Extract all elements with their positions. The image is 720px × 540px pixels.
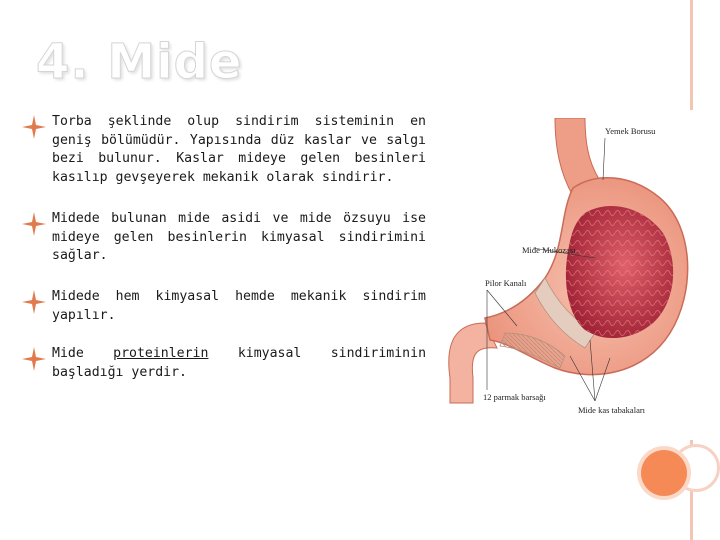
bullet-text bbox=[52, 345, 426, 382]
label-pylorus: Pilor Kanalı bbox=[485, 278, 527, 288]
star-bullet-icon bbox=[22, 212, 46, 236]
bullet-text: Torba şeklinde olup sindirim sisteminin en geniş bölümüdür. Yapısında düz kaslar ve salgı bezi bulunur. Kaslar mideye gelen besinleri kasılıp gevşeyerek mekanik olarak sindirir. bbox=[52, 114, 426, 185]
star-bullet-icon bbox=[22, 347, 46, 371]
star-bullet-icon bbox=[22, 115, 46, 139]
stomach-diagram bbox=[445, 118, 700, 418]
bullet-text-pre: Mide bbox=[52, 346, 114, 361]
label-duodenum: 12 parmak barsağı bbox=[483, 392, 546, 402]
bullet-text: Midede bulunan mide asidi ve mide özsuyu ise mideye gelen besinlerin kimyasal sindirimini sağlar. bbox=[52, 211, 426, 263]
bullet-text: Midede hem kimyasal hemde mekanik sindirim yapılır. bbox=[52, 289, 426, 323]
slide-title: 4. Mide bbox=[36, 34, 243, 90]
star-bullet-icon bbox=[22, 290, 46, 314]
stomach-illustration bbox=[445, 118, 700, 418]
label-muscle-layers: Mide kas tabakaları bbox=[578, 405, 646, 415]
decorative-circle bbox=[641, 450, 687, 496]
label-mucosa: Mide Mukozası bbox=[522, 245, 576, 255]
underlined-term: proteinlerin bbox=[113, 346, 209, 361]
label-esophagus: Yemek Borusu bbox=[605, 126, 656, 136]
bullet-text-post: kimyasal sindiriminin başladığı yerdir. bbox=[52, 346, 427, 380]
decorative-line-top bbox=[690, 0, 693, 110]
